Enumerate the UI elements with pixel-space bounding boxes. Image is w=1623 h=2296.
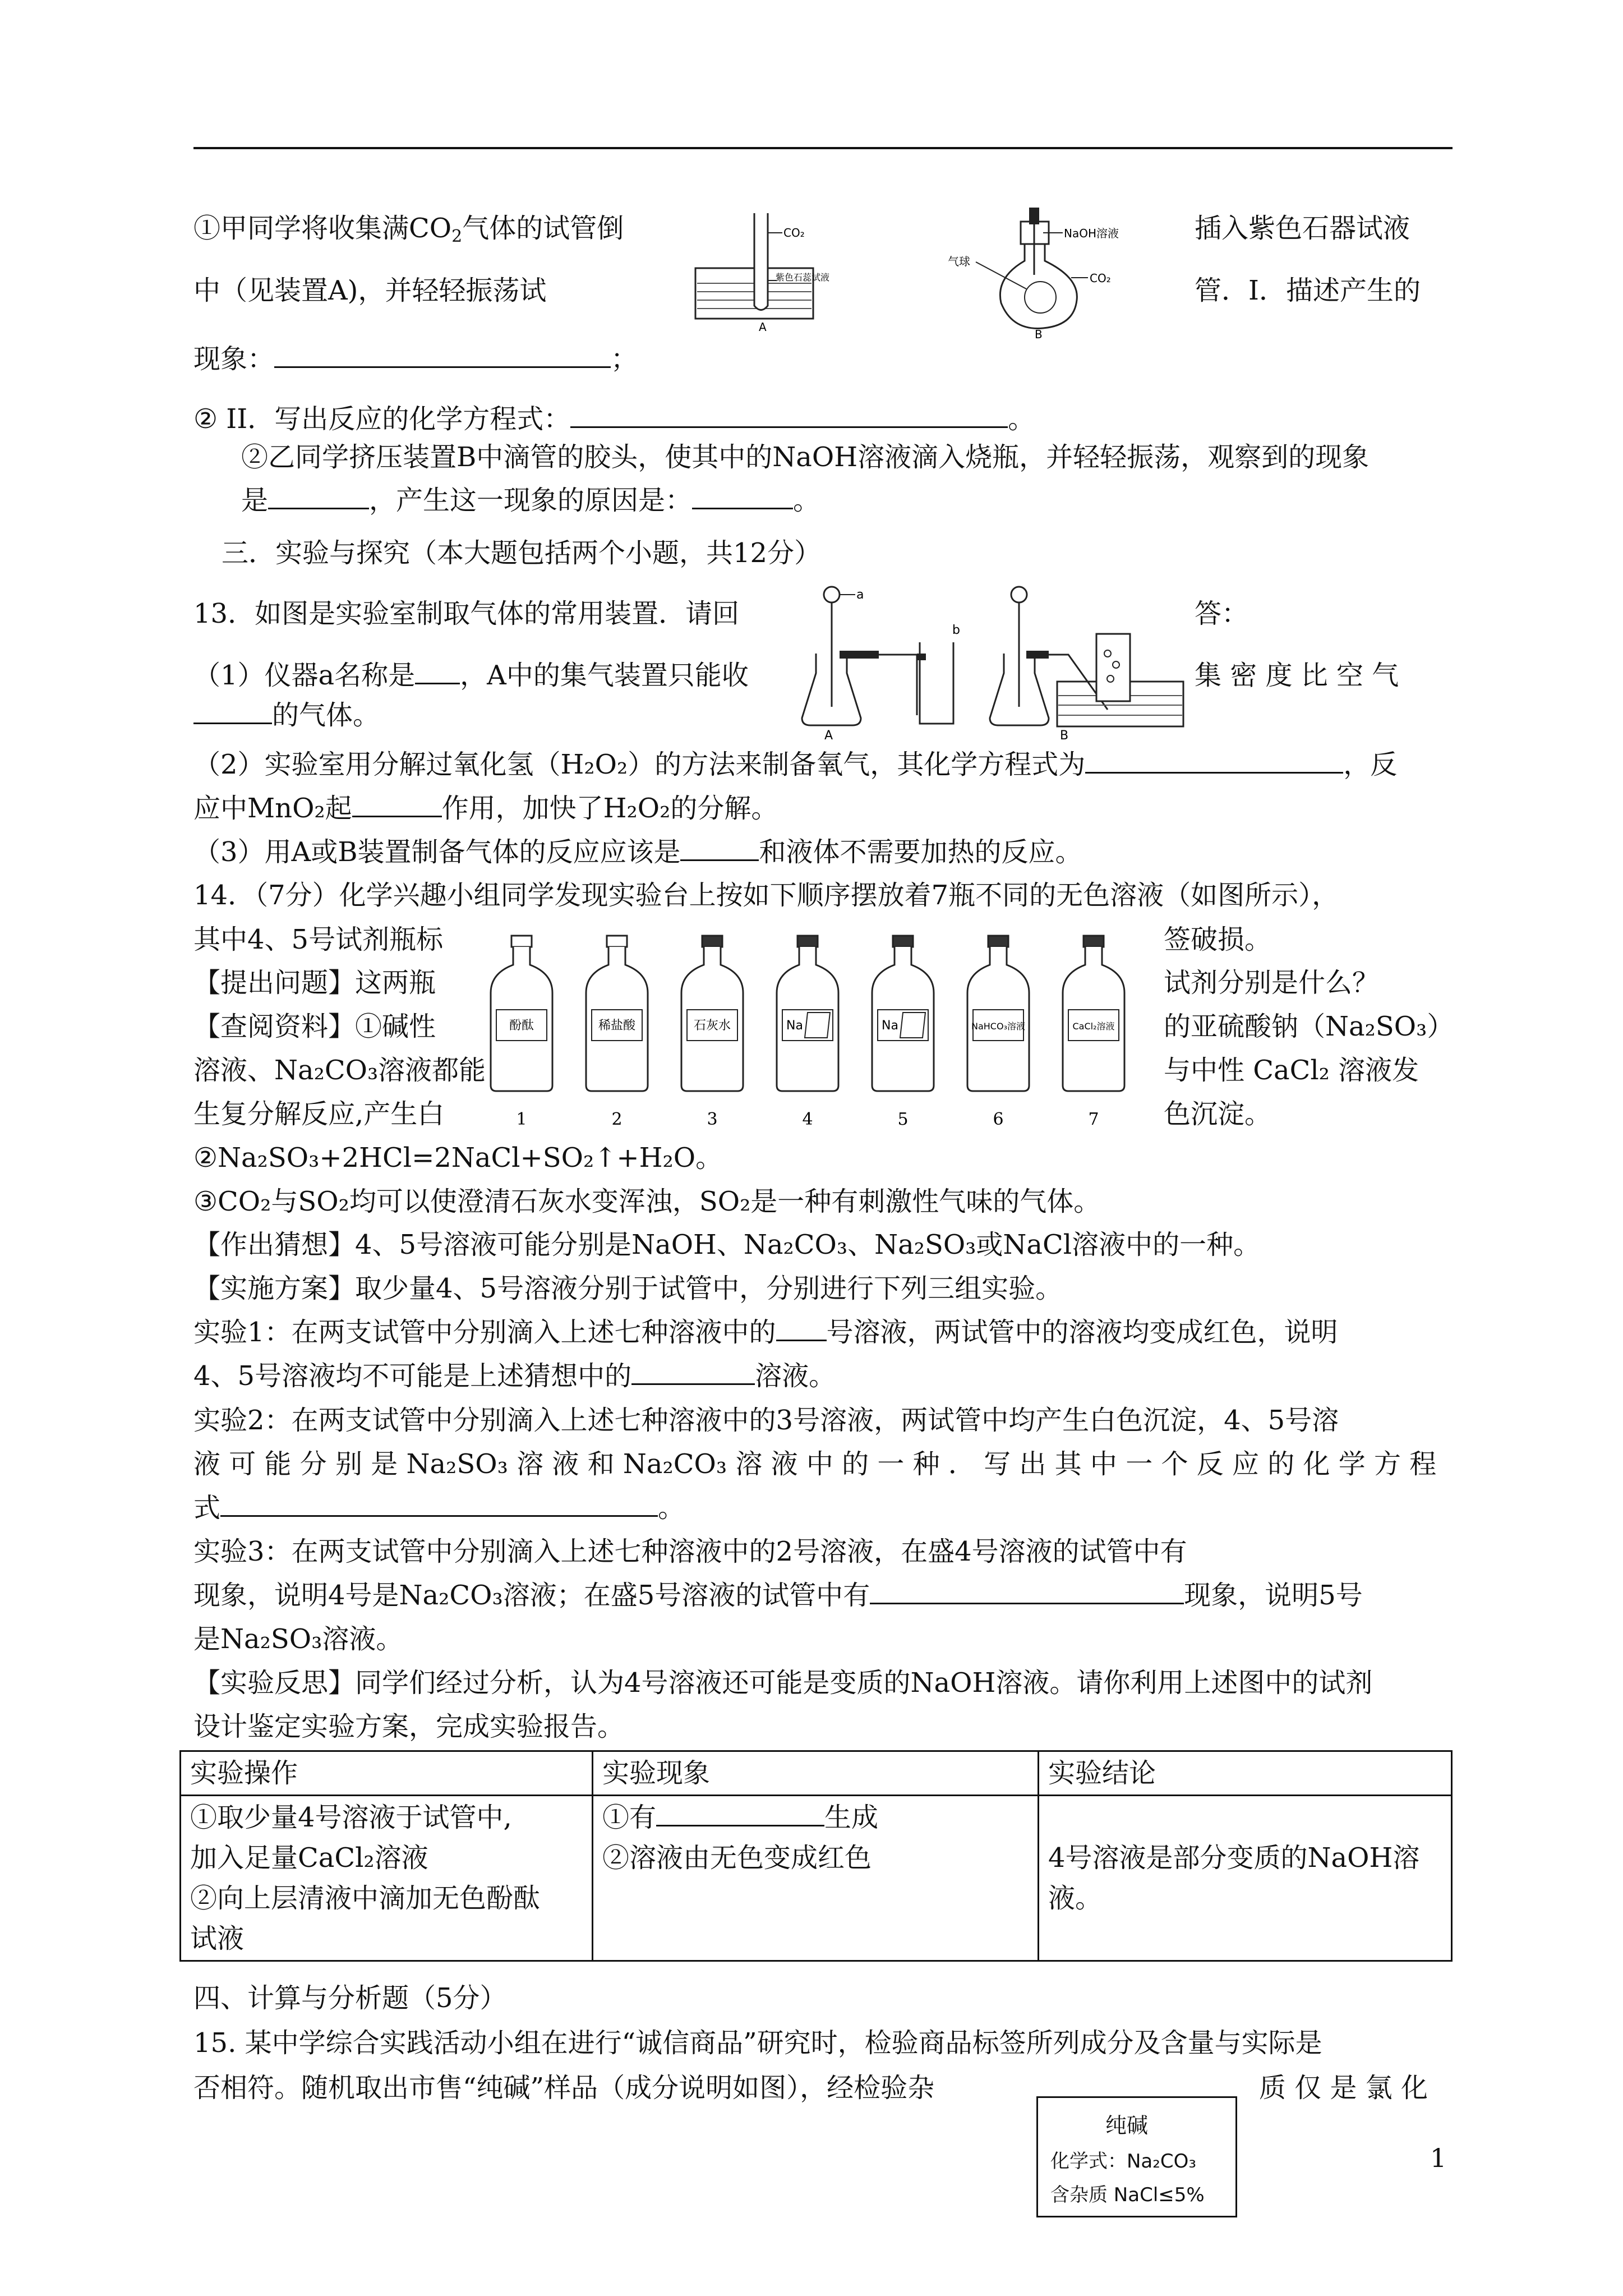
header-rule [193, 147, 1453, 149]
reagent-bottle [1063, 936, 1124, 1129]
q15-line2-right: 质 仅 是 氯 化 [1259, 2072, 1428, 2104]
q12-line1-right: 插入紫色石器试液 [1195, 213, 1410, 244]
q14-line10: 【实施方案】取少量4、5号溶液分别于试管中，分别进行下列三组实验。 [193, 1273, 1063, 1304]
q12-line5: ②乙同学挤压装置B中滴管的胶头，使其中的NaOH溶液滴入烧瓶，并轻轻振荡，观察到的现象 [241, 441, 1370, 473]
section3-heading: 三．实验与探究（本大题包括两个小题，共12分） [222, 537, 822, 569]
q15-line1: 15. 某中学综合实践活动小组在进行“诚信商品”研究时，检验商品标签所列成分及含量与实际是 [193, 2027, 1322, 2059]
figB-naoh-label: NaOH溶液 [1064, 227, 1119, 240]
q14-line13: 实验2：在两支试管中分别滴入上述七种溶液中的3号溶液，两试管中均产生白色沉淀，4、5号溶 [193, 1405, 1339, 1436]
reagent-bottle [681, 936, 743, 1129]
bottle-label: 石灰水 [693, 1019, 731, 1033]
q13-line2-right: 集 密 度 比 空 气 [1195, 660, 1399, 691]
q12-line4: ② II．写出反应的化学方程式： 。 [193, 401, 1035, 437]
q14-line7: ②Na₂SO₃+2HCl=2NaCl+SO₂↑+H₂O。 [193, 1142, 723, 1174]
q14-line11: 实验1：在两支试管中分别滴入上述七种溶液中的 号溶液，两试管中的溶液均变成红色，说明 [193, 1314, 1338, 1350]
figure-label-b: B [1060, 729, 1069, 740]
observation-cell: ①有 生成 ②溶液由无色变成红色 [593, 1796, 1039, 1961]
bottle-label: NaHCO₃溶液 [971, 1021, 1025, 1032]
q12-line2-right: 管．I．描述产生的 [1195, 275, 1421, 306]
q14-line15: 式 。 [193, 1490, 685, 1526]
q14-line12: 4、5号溶液均不可能是上述猜想中的 溶液。 [193, 1358, 836, 1394]
q14-line5-left: 溶液、Na₂CO₃溶液都能 [193, 1055, 486, 1086]
reagent-bottles-figure [482, 931, 1144, 1139]
q14-line3-left: 【提出问题】这两瓶 [193, 967, 436, 999]
q13-line1: 13．如图是实验室制取气体的常用装置．请回 [193, 598, 740, 629]
page-number: 1 [1430, 2143, 1447, 2173]
q14-line8: ③CO₂与SO₂均可以使澄清石灰水变浑浊，SO₂是一种有刺激性气味的气体。 [193, 1186, 1101, 1217]
q14-line9: 【作出猜想】4、5号溶液可能分别是NaOH、Na₂CO₃、Na₂SO₃或NaCl溶液中的一种。 [193, 1229, 1261, 1260]
apparatus-b-figure [945, 199, 1169, 339]
q13-line4: （2）实验室用分解过氧化氢（H₂O₂）的方法来制备氧气，其化学方程式为 ，反 [193, 747, 1397, 783]
q14-line6-right: 色沉淀。 [1164, 1098, 1272, 1130]
bottles-svg [482, 931, 1144, 1139]
q13-line6: （3）用A或B装置制备气体的反应应该是 和液体不需要加热的反应。 [193, 834, 1082, 870]
q13-line1-right: 答： [1195, 598, 1249, 629]
reagent-bottle [491, 936, 552, 1129]
header-observation: 实验现象 [593, 1751, 1039, 1796]
bottle-label: Na [882, 1019, 898, 1033]
figA-co2-label: CO₂ [783, 226, 805, 240]
header-operation: 实验操作 [181, 1751, 593, 1796]
bottle-number: 7 [1088, 1110, 1099, 1129]
q14-line6-left: 生复分解反应,产生白 [193, 1098, 445, 1130]
bottle-label: Na [786, 1019, 803, 1033]
q14-line1: 14．（7分）化学兴趣小组同学发现实验台上按如下顺序摆放着7瓶不同的无色溶液（如图所示）， [193, 880, 1339, 911]
header-conclusion: 实验结论 [1039, 1751, 1452, 1796]
soda-label-box [1036, 2096, 1237, 2217]
reagent-bottle [967, 936, 1029, 1129]
q14-line2-right: 签破损。 [1164, 924, 1272, 955]
figB-balloon-label: 气球 [948, 255, 970, 268]
reagent-bottle [872, 936, 934, 1129]
bottle-label: 酚酞 [509, 1019, 534, 1033]
q13-line3: 的气体。 [193, 697, 380, 733]
q14-line17: 现象，说明4号是Na₂CO₃溶液；在盛5号溶液的试管中有 现象，说明5号 [193, 1577, 1363, 1613]
q12-line6: 是 ，产生这一现象的原因是： 。 [241, 482, 820, 518]
soda-label-impurity: 含杂质 NaCl≤5% [1050, 2184, 1205, 2206]
soda-label-formula: 化学式：Na₂CO₃ [1050, 2150, 1197, 2173]
bottle-number: 5 [897, 1110, 909, 1129]
bottle-number: 1 [516, 1110, 527, 1129]
q14-line4-right: 的亚硫酸钠（Na₂SO₃） [1164, 1011, 1454, 1042]
q14-line5-right: 与中性 CaCl₂ 溶液发 [1164, 1055, 1419, 1086]
q14-line18: 是Na₂SO₃溶液。 [193, 1623, 403, 1655]
figA-label: A [759, 320, 767, 334]
q14-line20: 设计鉴定实验方案，完成实验报告。 [193, 1711, 625, 1742]
figure-label-a: A [824, 729, 833, 740]
apparatus-a-figure [693, 208, 833, 334]
q14-line16: 实验3：在两支试管中分别滴入上述七种溶液中的2号溶液，在盛4号溶液的试管中有 [193, 1536, 1187, 1567]
q14-line2-left: 其中4、5号试剂瓶标 [193, 924, 444, 955]
figA-litmus-label: 紫色石蕊试液 [776, 272, 830, 283]
funnel-label-a: a [856, 588, 864, 602]
bottle-label: 稀盐酸 [598, 1019, 636, 1033]
q12-line3: 现象： ； [193, 341, 638, 377]
operation-cell: ①取少量4号溶液于试管中, 加入足量CaCl₂溶液 ②向上层清液中滴加无色酚酞 试液 [181, 1796, 593, 1961]
gas-apparatus-figure [794, 581, 1186, 740]
section4-heading: 四、计算与分析题（5分） [193, 1982, 507, 2014]
bottle-number: 4 [802, 1110, 813, 1129]
bottle-number: 6 [993, 1110, 1004, 1129]
q14-line4-left: 【查阅资料】①碱性 [193, 1011, 436, 1042]
figB-label: B [1035, 328, 1043, 339]
q13-line5: 应中MnO₂起 作用，加快了H₂O₂的分解。 [193, 790, 778, 826]
q14-line19: 【实验反思】同学们经过分析，认为4号溶液还可能是变质的NaOH溶液。请你利用上述图中的试剂 [193, 1667, 1373, 1699]
q12-line2: 中（见装置A)，并轻轻振荡试 [193, 275, 547, 306]
conclusion-cell: 4号溶液是部分变质的NaOH溶 液。 [1039, 1796, 1452, 1961]
bottle-label: CaCl₂溶液 [1072, 1021, 1115, 1032]
reagent-bottle [586, 936, 648, 1129]
experiment-report-table [179, 1750, 1453, 1962]
q14-line3-right: 试剂分别是什么？ [1164, 967, 1380, 999]
bottle-number: 3 [707, 1110, 718, 1129]
figB-co2-label: CO₂ [1090, 272, 1111, 285]
q13-line2: （1）仪器a名称是 ，A中的集气装置只能收 [193, 657, 749, 693]
soda-label-title: 纯碱 [1105, 2113, 1149, 2138]
q15-line2-left: 否相符。随机取出市售“纯碱”样品（成分说明如图），经检验杂 [193, 2072, 935, 2104]
gasjar-label-b: b [952, 623, 960, 637]
reagent-bottle [777, 936, 838, 1129]
bottle-number: 2 [611, 1110, 623, 1129]
q14-line14: 液 可 能 分 别 是 Na₂SO₃ 溶 液 和 Na₂CO₃ 溶 液 中 的 一 种 ． 写 出 其 中 一 个 反 应 的 化 学 方 程 [193, 1448, 1437, 1480]
q12-line1: ①甲同学将收集满$CO_2$气体的试管倒 [193, 213, 624, 246]
